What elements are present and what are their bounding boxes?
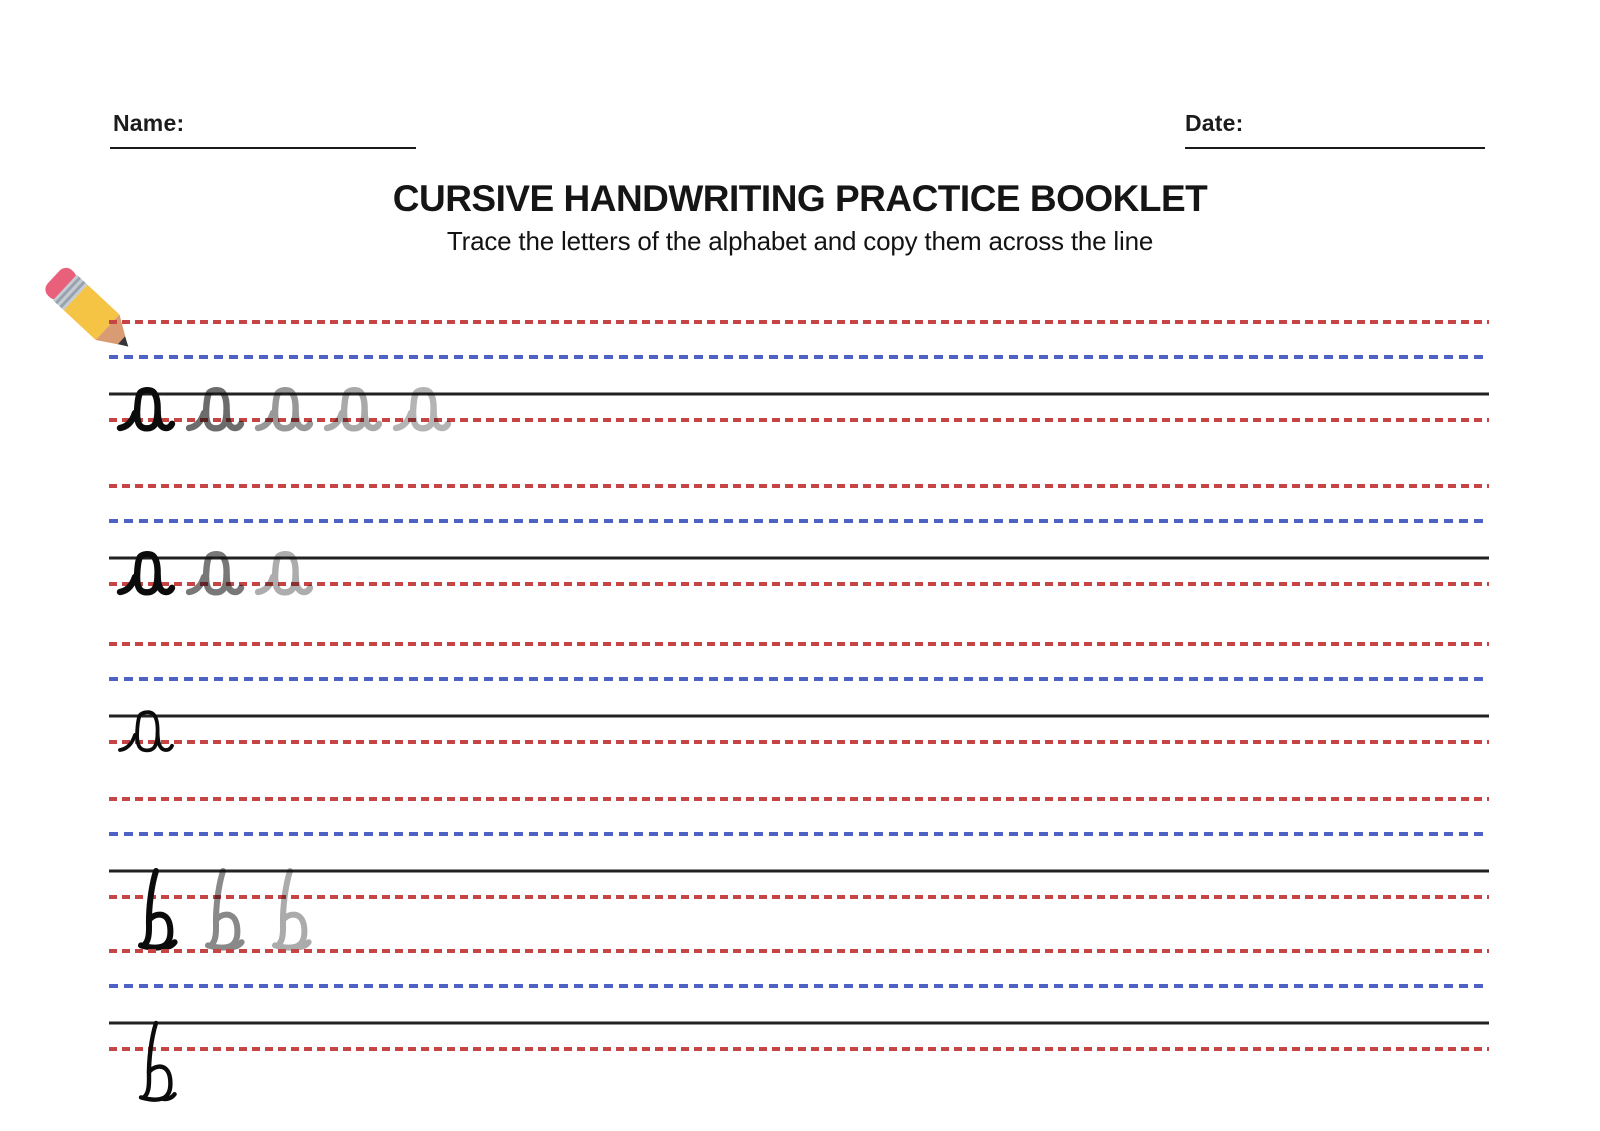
- name-label: Name:: [113, 110, 185, 136]
- trace-letter-a: [396, 390, 448, 428]
- trace-letter-a: [189, 390, 241, 428]
- practice-row-4: [108, 796, 1490, 906]
- trace-letter-a: [258, 390, 310, 428]
- date-label: Date:: [1185, 110, 1244, 136]
- page-title: CURSIVE HANDWRITING PRACTICE BOOKLET: [392, 178, 1208, 219]
- trace-letter-a: [258, 554, 310, 592]
- practice-row-1: [108, 319, 1490, 429]
- trace-letter-b: [141, 1023, 175, 1100]
- trace-letter-b: [208, 871, 242, 948]
- practice-row-2: [108, 483, 1490, 593]
- trace-letter-a: [120, 712, 172, 750]
- trace-letter-a: [120, 554, 172, 592]
- trace-letter-b: [141, 871, 175, 948]
- trace-letter-a: [120, 390, 172, 428]
- trace-letter-b: [275, 871, 309, 948]
- practice-row-5: [108, 948, 1490, 1058]
- practice-row-3: [108, 641, 1490, 751]
- trace-letter-a: [327, 390, 379, 428]
- page-subtitle: Trace the letters of the alphabet and copy them across the line: [446, 226, 1154, 256]
- trace-letter-a: [189, 554, 241, 592]
